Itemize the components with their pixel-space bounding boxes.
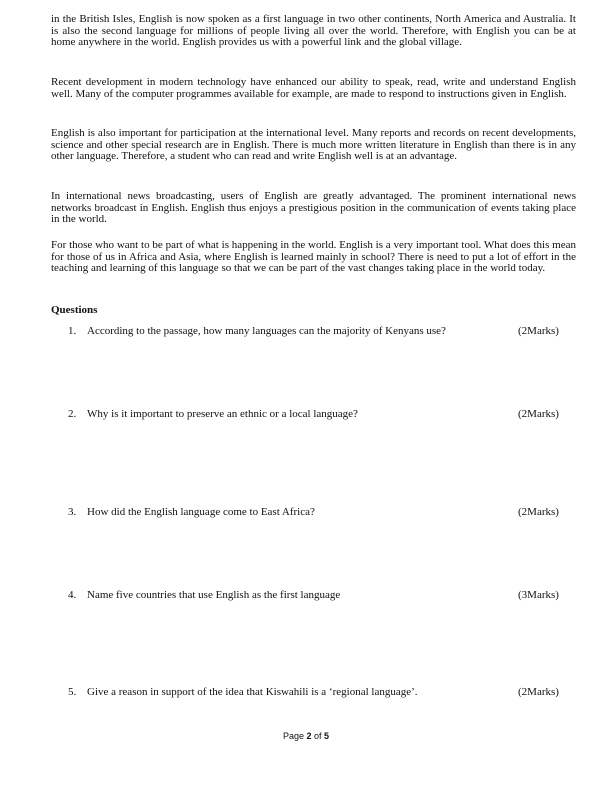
question-text: How did the English language come to East Africa? [87, 506, 315, 518]
passage-paragraph: In international news broadcasting, users of English are greatly advantaged. The prominent international news networks broadcast in English. English thus enjoys a prestigious position in the communication of events taking place in the world. [51, 190, 576, 226]
question-marks: (2Marks) [518, 408, 559, 420]
page-number-footer [0, 731, 612, 741]
passage-paragraph: English is also important for participation at the international level. Many reports and records on recent developments, science and other special research are in English. There is much more written literature in English than there is in any other language. Therefore, a student who can read and write English well is at an advantage. [51, 127, 576, 163]
page-prefix: Page [282, 731, 307, 741]
question-text: Give a reason in support of the idea that Kiswahili is a ‘regional language’. [87, 686, 418, 698]
question-text: Why is it important to preserve an ethnic or a local language? [87, 408, 358, 420]
passage-paragraph: For those who want to be part of what is happening in the world. English is a very important tool. What does this mean for those of us in Africa and Asia, where English is learned mainly in school? There is need to put a lot of effort in the teaching and learning of this language so that we can be part of the vast changes taking place in the world today. [51, 239, 576, 275]
question-number: 3. [68, 506, 77, 518]
questions-heading: Questions [51, 304, 98, 316]
question-number: 2. [68, 408, 77, 420]
question-marks: (2Marks) [518, 686, 559, 698]
passage-paragraph: Recent development in modern technology have enhanced our ability to speak, read, write and understand English well. Many of the computer programmes available for example, are made to respond to instructions given in English. [51, 76, 576, 100]
question-text: According to the passage, how many languages can the majority of Kenyans use? [87, 325, 446, 337]
total-pages: 5 [324, 731, 330, 741]
question-marks: (3Marks) [518, 589, 559, 601]
current-page: 2 [306, 731, 312, 741]
question-marks: (2Marks) [518, 325, 559, 337]
question-number: 4. [68, 589, 77, 601]
page-of: of [311, 731, 325, 741]
question-text: Name five countries that use English as the first language [87, 589, 341, 601]
passage-paragraph: in the British Isles, English is now spoken as a first language in two other continents, North America and Australia. It is also the second language for millions of people living all over the world. Therefore, with English you can be at home anywhere in the world. English provides us with a powerful link and the global village. [51, 13, 576, 49]
question-number: 1. [68, 325, 77, 337]
question-number: 5. [68, 686, 77, 698]
question-marks: (2Marks) [518, 506, 559, 518]
